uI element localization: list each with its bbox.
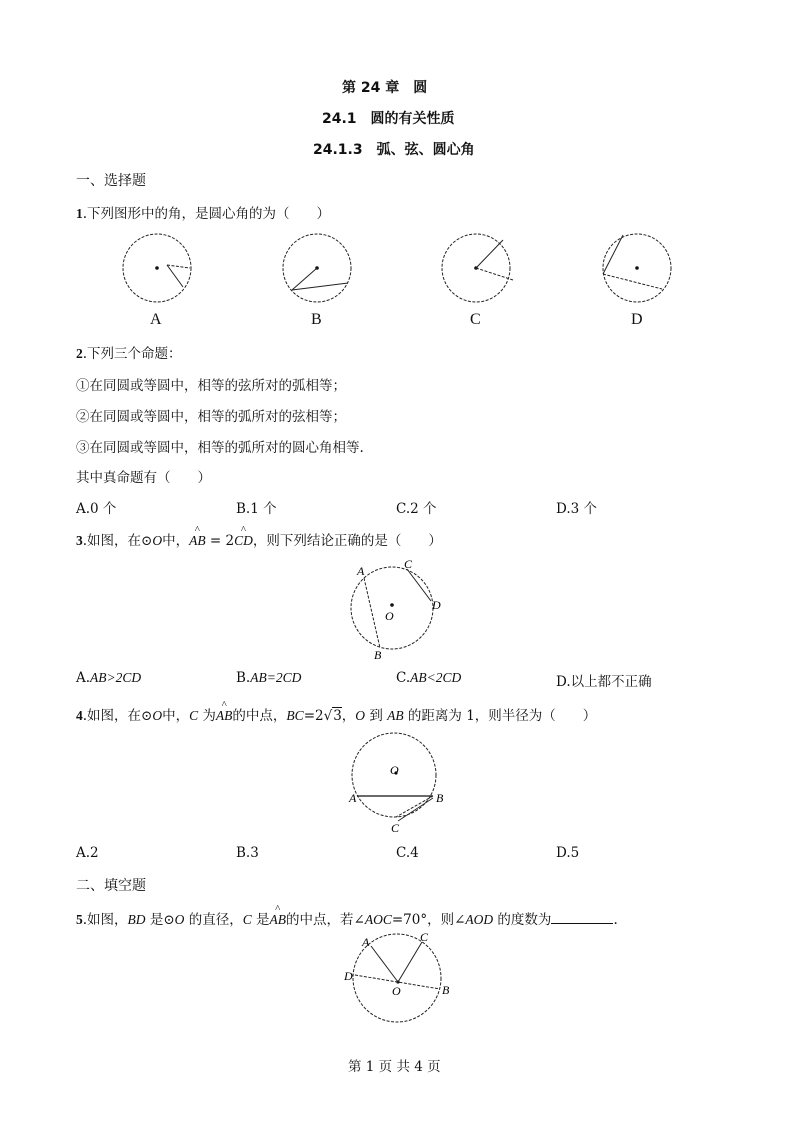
option-prefix: C.: [396, 670, 411, 686]
figure-label-d: D: [631, 311, 643, 328]
figure-label-c: C: [470, 311, 481, 328]
math-o: O: [174, 912, 185, 927]
page-footer: 第 1 页 共 4 页: [348, 1059, 441, 1075]
question-number: 1: [76, 206, 83, 221]
text: ，: [341, 708, 356, 724]
text: .如图，在⊙: [82, 533, 153, 549]
section-title: 24.1 圆的有关性质: [322, 111, 455, 127]
text: .: [613, 912, 618, 928]
statement-1: ①在同圆或等圆中，相等的弦所对的弧相等；: [76, 378, 346, 394]
q4-figure: [340, 730, 460, 834]
answer-blank[interactable]: [551, 909, 613, 924]
option-a: [76, 670, 141, 686]
text: .如图，在⊙: [82, 708, 153, 724]
option-prefix: A.: [76, 670, 91, 686]
text: =70°，则∠: [391, 912, 466, 928]
question-number: 2: [76, 346, 83, 361]
option-c: C.4: [396, 845, 419, 861]
text: = 2: [205, 533, 235, 549]
point-label-o: O: [385, 609, 394, 623]
option-prefix: B.: [236, 670, 251, 686]
option-prefix: D.: [556, 674, 571, 690]
point-label-a: A: [349, 791, 357, 805]
point-label-d: D: [432, 598, 441, 612]
text: 为: [198, 708, 216, 724]
option-c: [396, 670, 461, 686]
q1-figures: [110, 228, 710, 310]
figure-label-b: B: [311, 311, 322, 328]
point-label-b: B: [442, 983, 450, 997]
point-label-b: B: [374, 648, 382, 662]
option-d: D.5: [556, 845, 580, 861]
question-number: 4: [76, 708, 83, 723]
point-label-o: O: [392, 984, 401, 998]
text: 的距离为 1，则半径为（ ）: [403, 708, 597, 724]
statement-2: ②在同圆或等圆中，相等的弧所对的弦相等；: [76, 409, 346, 425]
math-ab: AB: [387, 708, 404, 723]
point-label-b: B: [436, 791, 444, 805]
text: ，则下列结论正确的是（ ）: [252, 533, 442, 549]
q3-figure: [330, 558, 460, 664]
option-math: AB>2CD: [90, 670, 142, 685]
text: 是: [251, 912, 270, 928]
option-b: [236, 670, 301, 686]
text: 的度数为: [493, 912, 552, 928]
point-label-o: O: [390, 763, 399, 777]
text: =2: [303, 708, 324, 724]
sqrt-value: 3: [333, 708, 342, 724]
point-label-a: A: [362, 935, 370, 949]
point-label-c: C: [420, 930, 429, 944]
text: .如图，: [82, 912, 128, 928]
text: 中，: [162, 533, 190, 549]
question-2-prompt: 其中真命题有（ ）: [76, 470, 211, 486]
option-math: AB=2CD: [250, 670, 302, 685]
question-number: 3: [76, 533, 83, 548]
point-label-a: A: [357, 564, 365, 578]
point-label-c: C: [404, 558, 413, 571]
option-b: B.1 个: [236, 501, 277, 517]
math-aoc: AOC: [364, 912, 392, 927]
figure-b: [283, 234, 351, 302]
text: 的直径，: [184, 912, 243, 928]
point-label-d: D: [344, 969, 353, 983]
option-d: D.3 个: [556, 501, 598, 517]
arc-cd: ^ CD: [234, 533, 253, 549]
math-bc: BC: [286, 708, 304, 723]
figure-label-a: A: [150, 311, 162, 328]
section-heading-choice: 一、选择题: [76, 173, 146, 189]
question-2: [76, 342, 182, 362]
statement-3: ③在同圆或等圆中，相等的弧所对的圆心角相等.: [76, 440, 364, 456]
question-4: [76, 704, 596, 724]
point-label-c: C: [391, 821, 400, 834]
math-o: O: [152, 533, 163, 548]
option-b: B.3: [236, 845, 259, 861]
sqrt-sign: √: [323, 708, 333, 724]
option-c: C.2 个: [396, 501, 437, 517]
option-a: A.0 个: [76, 501, 117, 517]
figure-d: [603, 234, 671, 302]
question-text: .下列图形中的角，是圆心角的为（ ）: [82, 206, 331, 222]
question-5: [76, 908, 618, 928]
option-a: A.2: [76, 845, 99, 861]
text: 到: [365, 708, 388, 724]
figure-c: [442, 234, 513, 302]
option-math: AB<2CD: [410, 670, 462, 685]
subsection-title: 24.1.3 弧、弦、圆心角: [313, 142, 475, 158]
question-1: [76, 202, 330, 222]
figure-a: [123, 234, 191, 302]
text: 的中点，: [232, 708, 287, 724]
option-text: 以上都不正确: [570, 674, 652, 690]
question-3: [76, 529, 442, 549]
math-o: O: [152, 708, 163, 723]
text: 的中点，若∠: [286, 912, 365, 928]
q5-figure: [335, 928, 465, 1032]
text: 中，: [162, 708, 190, 724]
arc-ab: ^ AB: [216, 708, 233, 724]
math-aod: AOD: [465, 912, 494, 927]
arc-ab: ^ AB: [270, 912, 287, 928]
math-c: C: [189, 708, 199, 723]
option-d: [556, 670, 652, 690]
text: 是⊙: [145, 912, 175, 928]
question-text: .下列三个命题：: [82, 346, 182, 362]
arc-ab: ^ AB: [189, 533, 206, 549]
chapter-title: 第 24 章 圆: [342, 80, 428, 96]
math-c: C: [242, 912, 252, 927]
question-number: 5: [76, 912, 83, 927]
math-o: O: [355, 708, 366, 723]
section-heading-fill: 二、填空题: [76, 878, 146, 894]
math-bd: BD: [127, 912, 146, 927]
